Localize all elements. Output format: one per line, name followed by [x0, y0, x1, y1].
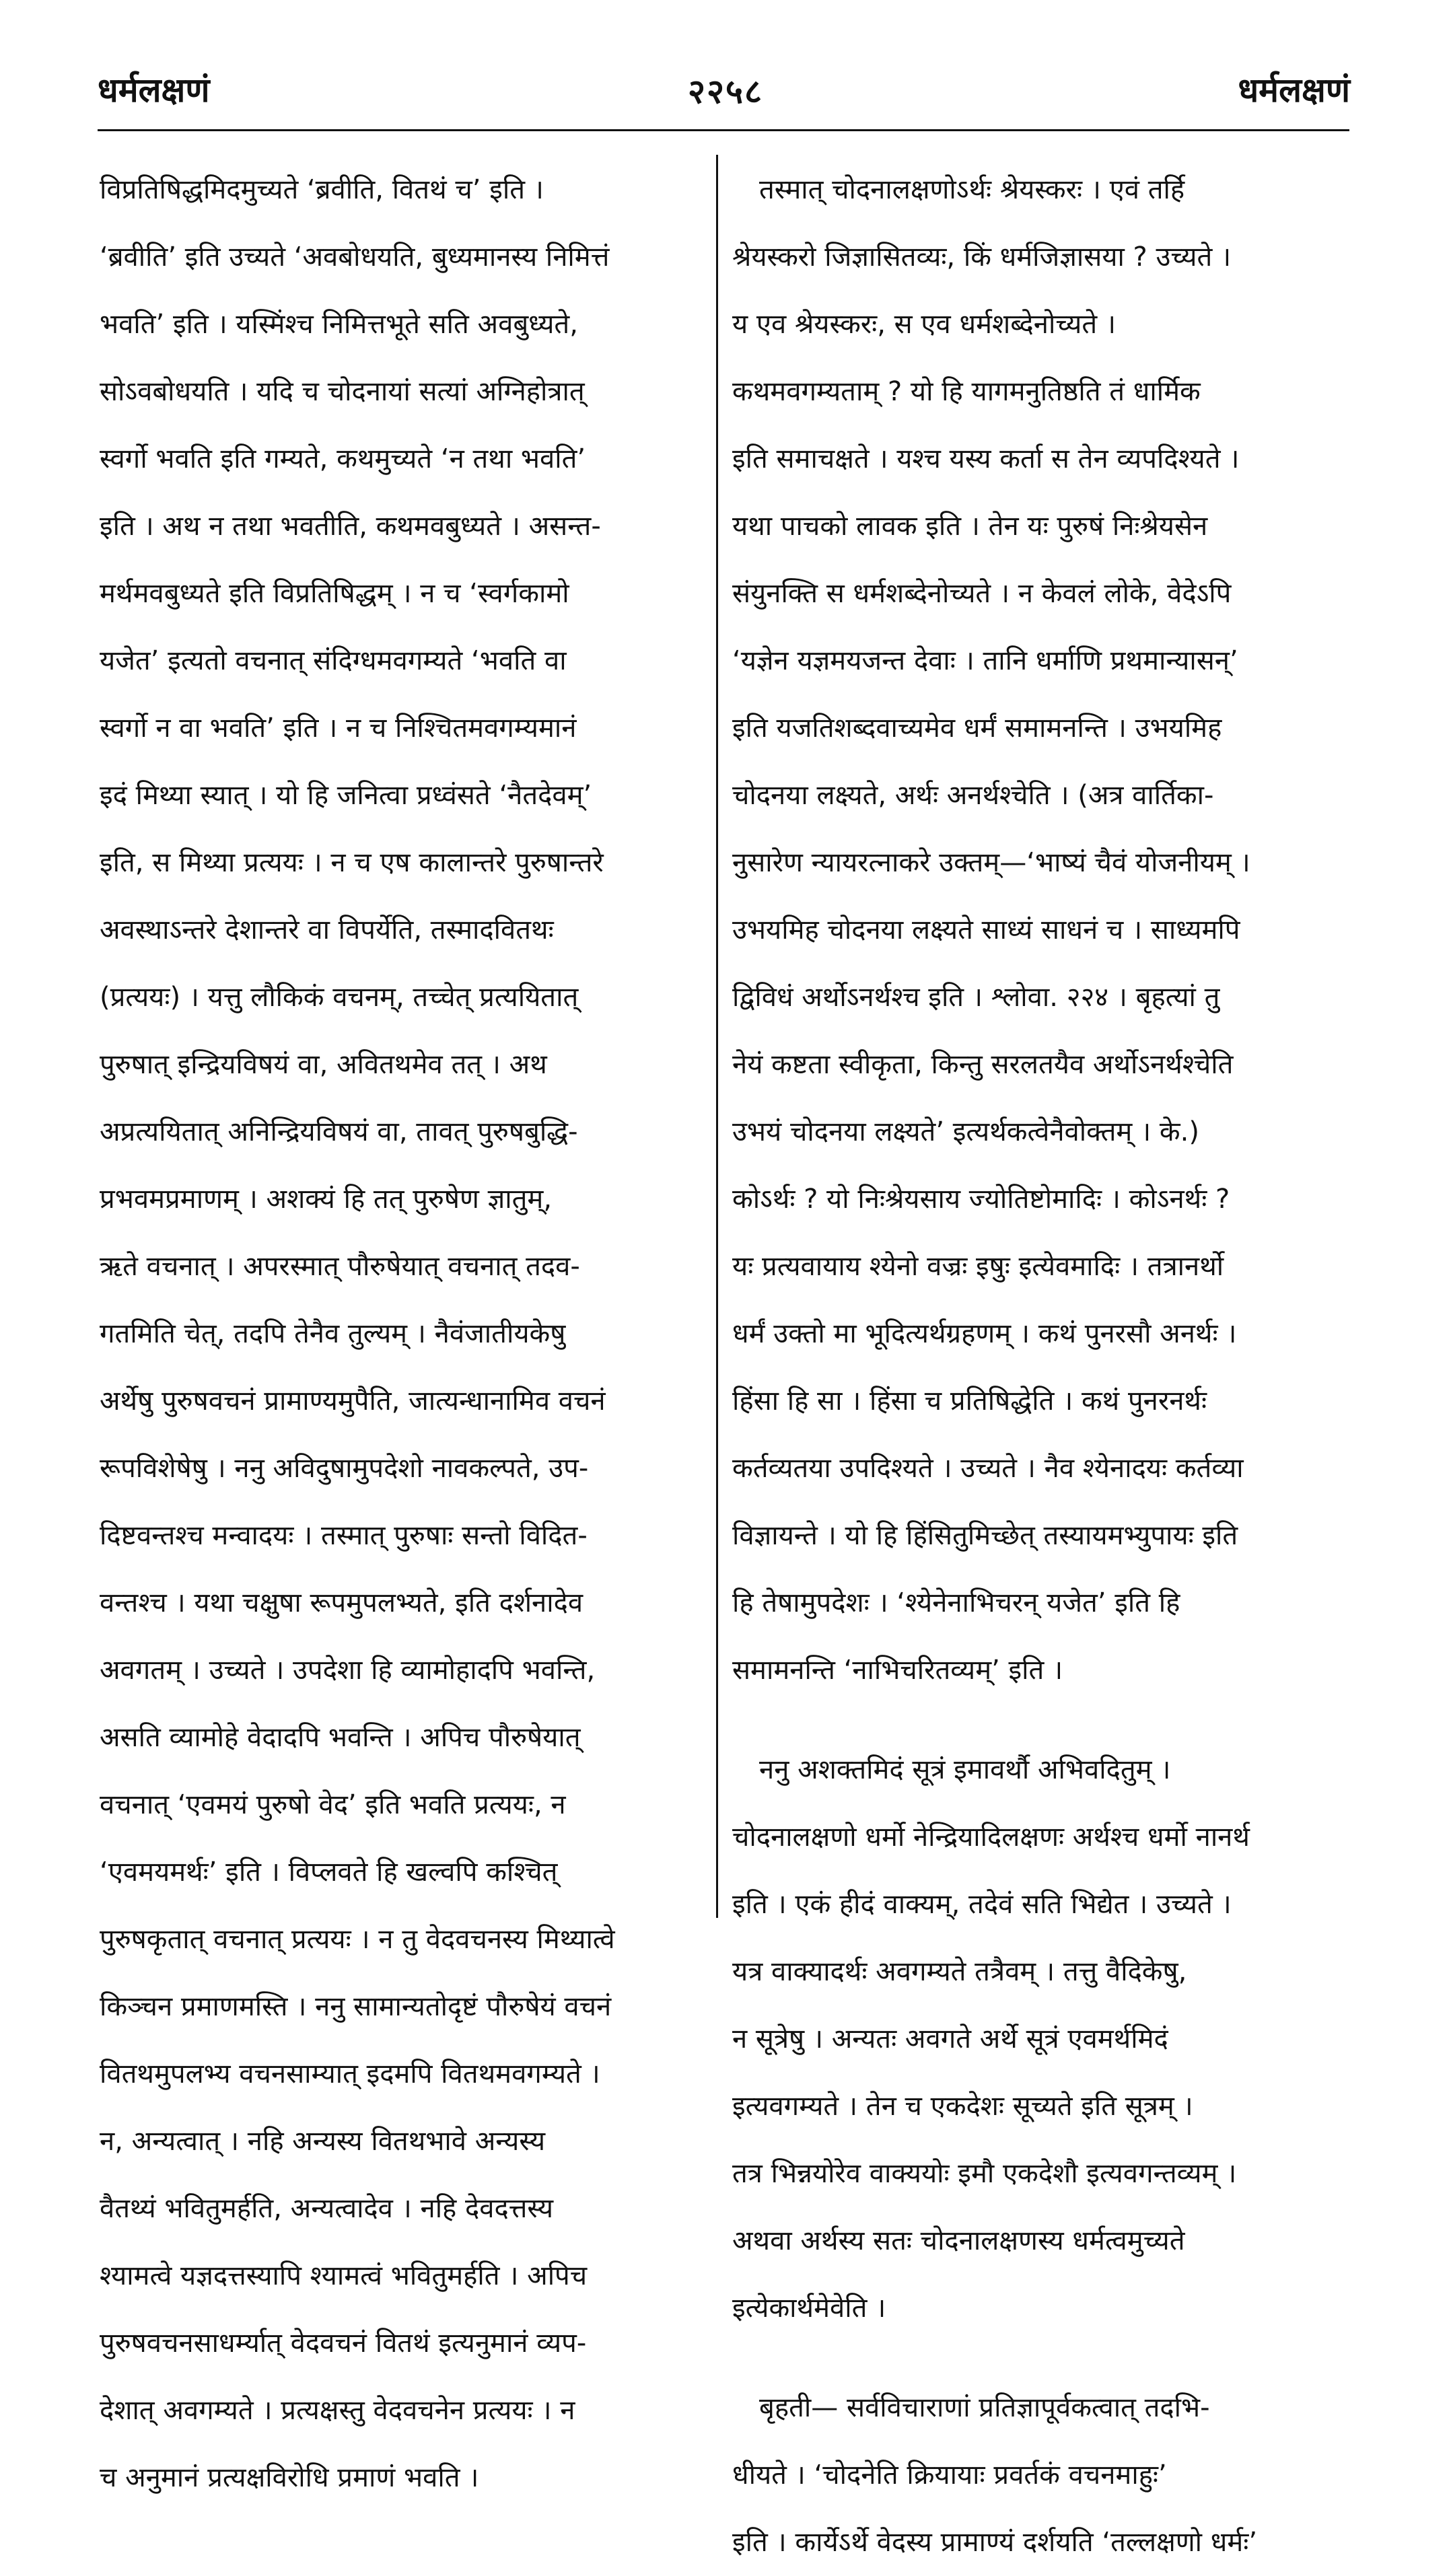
text-line: इति । कार्येऽर्थे वेदस्य प्रामाण्यं दर्शयति ‘तल्लक्षणो धर्मः’ — [732, 2527, 1258, 2558]
text-line: धीयते । ‘चोदनेति क्रियायाः प्रवर्तकं वचनमाहुः’ — [732, 2460, 1167, 2491]
text-line: विज्ञायन्ते । यो हि हिंसितुमिच्छेत् तस्यायमभ्युपायः इति — [732, 1520, 1238, 1551]
text-line: तत्र भिन्नयोरेव वाक्ययोः इमौ एकदेशौ इत्यवगन्तव्यम् । — [732, 2158, 1237, 2189]
text-line: ‘एवमयमर्थः’ इति । विप्लवते हि खल्वपि कश्चित् — [100, 1857, 558, 1888]
text-line: वन्तश्च । यथा चक्षुषा रूपमुपलभ्यते, इति दर्शनादेव — [100, 1587, 583, 1618]
text-line: इत्येकार्थमेवेति । — [732, 2293, 886, 2324]
text-line: श्यामत्वे यज्ञदत्तस्यापि श्यामत्वं भवितुमर्हति । अपिच — [100, 2260, 588, 2291]
header-rule — [98, 129, 1349, 131]
text-line: स्वर्गो भवति इति गम्यते, कथमुच्यते ‘न तथा भवति’ — [100, 443, 586, 474]
text-line: धर्मं उक्तो मा भूदित्यर्थग्रहणम् । कथं पुनरसौ अनर्थः । — [732, 1318, 1237, 1349]
text-line: हिंसा हि सा । हिंसा च प्रतिषिद्धेति । कथं पुनरनर्थः — [732, 1386, 1207, 1417]
text-line: अवस्थाऽन्तरे देशान्तरे वा विपर्येति, तस्मादवितथः — [100, 915, 554, 945]
text-line: ऋते वचनात् । अपरस्मात् पौरुषेयात् वचनात् तदव- — [100, 1251, 580, 1282]
text-line: यत्र वाक्यादर्थः अवगम्यते तत्रैवम् । तत्तु वैदिकेषु, — [732, 1956, 1187, 1987]
text-line: च अनुमानं प्रत्यक्षविरोधि प्रमाणं भवति । — [100, 2462, 479, 2493]
text-line: उभयमिह चोदनया लक्ष्यते साध्यं साधनं च । साध्यमपि — [732, 915, 1240, 945]
text-line: दिष्टवन्तश्च मन्वादयः । तस्मात् पुरुषाः सन्तो विदित- — [100, 1520, 588, 1551]
text-line: प्रभवमप्रमाणम् । अशक्यं हि तत् पुरुषेण ज्ञातुम्, — [100, 1184, 553, 1215]
paragraph-gap — [732, 1704, 1341, 1736]
text-line: इति । अथ न तथा भवतीति, कथमवबुध्यते । असन्त- — [100, 511, 601, 542]
paragraph-gap — [732, 2342, 1341, 2374]
text-line: अथवा अर्थस्य सतः चोदनालक्षणस्य धर्मत्वमुच्यते — [732, 2225, 1185, 2256]
text-line: अवगतम् । उच्यते । उपदेशा हि व्यामोहादपि भवन्ति, — [100, 1655, 596, 1686]
text-line: हि तेषामुपदेशः । ‘श्येनेनाभिचरन् यजेत’ इति हि — [732, 1587, 1180, 1618]
running-head-left: धर्मलक्षणं — [98, 71, 210, 110]
text-line: द्विविधं अर्थोऽनर्थश्च इति । श्लोवा. २२४ । बृहत्यां तु — [732, 982, 1220, 1013]
text-line: वितथमुपलभ्य वचनसाम्यात् इदमपि वितथमवगम्यते । — [100, 2059, 600, 2089]
text-line: इति । एकं हीदं वाक्यम्, तदेवं सति भिद्येत । उच्यते । — [732, 1889, 1232, 1920]
text-line: कर्तव्यतया उपदिश्यते । उच्यते । नैव श्येनादयः कर्तव्या — [732, 1453, 1244, 1484]
text-line: इति, स मिथ्या प्रत्ययः । न च एष कालान्तरे पुरुषान्तरे — [100, 847, 604, 878]
text-line: श्रेयस्करो जिज्ञासितव्यः, किं धर्मजिज्ञासया ? उच्यते । — [732, 242, 1232, 273]
left-column — [100, 156, 699, 2511]
text-line: (प्रत्ययः) । यत्तु लौकिकं वचनम्, तच्चेत् प्रत्ययितात् — [100, 982, 579, 1013]
text-line: नुसारेण न्यायरत्नाकरे उक्तम्—‘भाष्यं चैवं योजनीयम् । — [732, 847, 1250, 878]
text-line: नेयं कष्टता स्वीकृता, किन्तु सरलतयैव अर्थोऽनर्थश्चेति — [732, 1049, 1234, 1080]
text-line: गतमिति चेत्, तदपि तेनैव तुल्यम् । नैवंजातीयकेषु — [100, 1318, 566, 1349]
text-line: चोदनया लक्ष्यते, अर्थः अनर्थश्चेति । (अत्र वार्तिका- — [732, 780, 1214, 811]
running-head-right: धर्मलक्षणं — [1238, 71, 1350, 110]
text-line: तस्मात् चोदनालक्षणोऽर्थः श्रेयस्करः । एवं तर्हि — [759, 174, 1185, 205]
text-line: कथमवगम्यताम् ? यो हि यागमनुतिष्ठति तं धार्मिक — [732, 376, 1201, 407]
text-line: पुरुषवचनसाधर्म्यात् वेदवचनं वितथं इत्यनुमानं व्यप- — [100, 2328, 587, 2359]
text-line: किञ्चन प्रमाणमस्ति । ननु सामान्यतोदृष्टं पौरुषेयं वचनं — [100, 1991, 612, 2022]
text-line: यथा पाचको लावक इति । तेन यः पुरुषं निःश्रेयसेन — [732, 511, 1208, 542]
text-line: वचनात् ‘एवमयं पुरुषो वेद’ इति भवति प्रत्ययः, न — [100, 1789, 566, 1820]
text-line: य एव श्रेयस्करः, स एव धर्मशब्देनोच्यते । — [732, 309, 1117, 340]
text-line: न, अन्यत्वात् । नहि अन्यस्य वितथभावे अन्यस्य — [100, 2126, 546, 2157]
text-line: असति व्यामोहे वेदादपि भवन्ति । अपिच पौरुषेयात् — [100, 1722, 581, 1753]
text-line: चोदनालक्षणो धर्मो नेन्द्रियादिलक्षणः अर्थश्च धर्मो नानर्थ — [732, 1822, 1250, 1853]
text-line: इति यजतिशब्दवाच्यमेव धर्मं समामनन्ति । उभयमिह — [732, 713, 1222, 744]
text-line: ‘यज्ञेन यज्ञमयजन्त देवाः । तानि धर्माणि प्रथमान्यासन्’ — [732, 645, 1238, 676]
text-line: बृहती— सर्वविचाराणां प्रतिज्ञापूर्वकत्वात् तदभि- — [759, 2392, 1210, 2423]
text-line: न सूत्रेषु । अन्यतः अवगते अर्थे सूत्रं एवमर्थमिदं — [732, 2024, 1168, 2054]
text-line: सोऽवबोधयति । यदि च चोदनायां सत्यां अग्निहोत्रात् — [100, 376, 585, 407]
text-line: कोऽर्थः ? यो निःश्रेयसाय ज्योतिष्टोमादिः । कोऽनर्थः ? — [732, 1184, 1230, 1215]
text-line: इत्यवगम्यते । तेन च एकदेशः सूच्यते इति सूत्रम् । — [732, 2091, 1193, 2122]
text-line: यजेत’ इत्यतो वचनात् संदिग्धमवगम्यते ‘भवति वा — [100, 645, 567, 676]
text-line: ननु अशक्तमिदं सूत्रं इमावर्थौ अभिवदितुम् । — [759, 1754, 1171, 1785]
text-line: पुरुषात् इन्द्रियविषयं वा, अवितथमेव तत् । अथ — [100, 1049, 547, 1080]
text-line: इदं मिथ्या स्यात् । यो हि जनित्वा प्रध्वंसते ‘नैतदेवम्’ — [100, 780, 592, 811]
text-line: ‘ब्रवीति’ इति उच्यते ‘अवबोधयति, बुध्यमानस्य निमित्तं — [100, 242, 610, 273]
text-line: समामनन्ति ‘नाभिचरितव्यम्’ इति । — [732, 1655, 1063, 1686]
text-line: अर्थेषु पुरुषवचनं प्रामाण्यमुपैति, जात्यन्धानामिव वचनं — [100, 1386, 606, 1417]
text-line: इति समाचक्षते । यश्च यस्य कर्ता स तेन व्यपदिश्यते । — [732, 443, 1240, 474]
text-line: भवति’ इति । यस्मिंश्च निमित्तभूते सति अवबुध्यते, — [100, 309, 578, 340]
text-line: उभयं चोदनया लक्ष्यते’ इत्यर्थकत्वेनैवोक्तम् । के.) — [732, 1116, 1199, 1147]
text-line: संयुनक्ति स धर्मशब्देनोच्यते । न केवलं लोके, वेदेऽपि — [732, 578, 1232, 609]
text-line: यः प्रत्यवायाय श्येनो वज्रः इषुः इत्येवमादिः । तत्रानर्थो — [732, 1251, 1224, 1282]
text-line: पुरुषकृतात् वचनात् प्रत्ययः । न तु वेदवचनस्य मिथ्यात्वे — [100, 1924, 615, 1955]
text-line: मर्थमवबुध्यते इति विप्रतिषिद्धम् । न च ‘स्वर्गकामो — [100, 578, 569, 609]
column-divider — [716, 155, 718, 1918]
text-line: देशात् अवगम्यते । प्रत्यक्षस्तु वेदवचनेन प्रत्ययः । न — [100, 2395, 575, 2426]
page-number: २२५८ — [688, 72, 763, 111]
text-line: स्वर्गो न वा भवति’ इति । न च निश्चितमवगम्यमानं — [100, 713, 577, 744]
text-line: रूपविशेषेषु । ननु अविदुषामुपदेशो नावकल्पते, उप- — [100, 1453, 589, 1484]
text-line: वैतथ्यं भवितुमर्हति, अन्यत्वादेव । नहि देवदत्तस्य — [100, 2193, 554, 2224]
text-line: अप्रत्ययितात् अनिन्द्रियविषयं वा, तावत् पुरुषबुद्धि- — [100, 1116, 578, 1147]
text-line: विप्रतिषिद्धमिदमुच्यते ‘ब्रवीति, वितथं च’ इति । — [100, 174, 544, 205]
right-column — [732, 156, 1341, 2576]
